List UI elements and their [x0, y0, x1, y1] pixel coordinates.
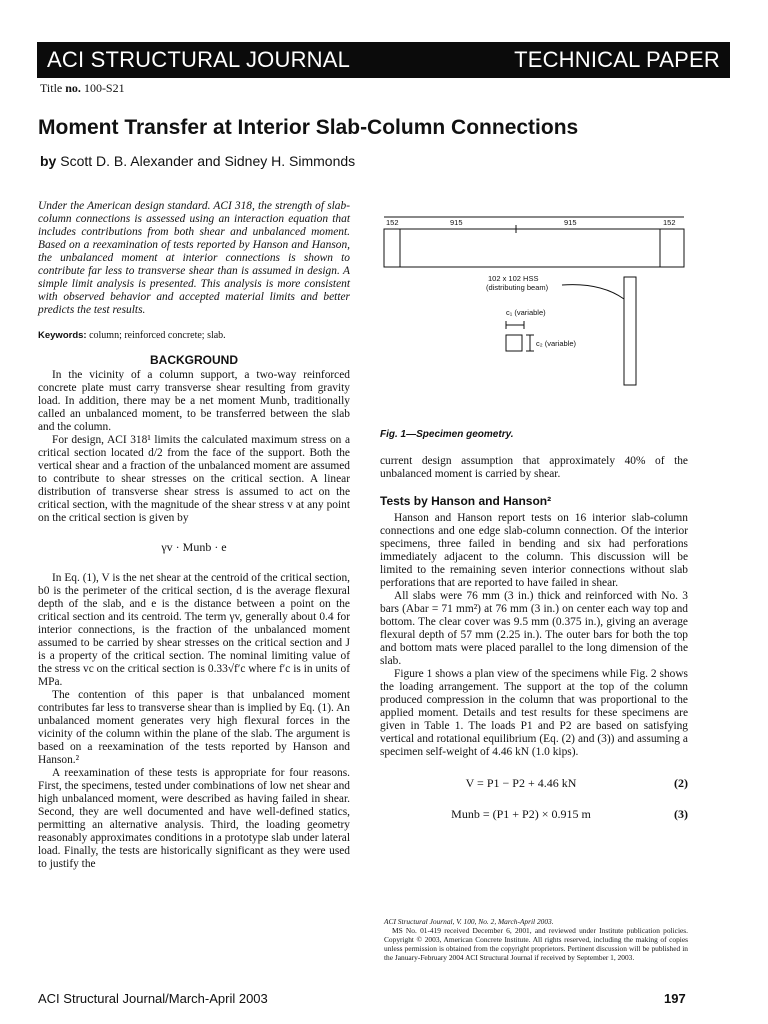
paper-type: TECHNICAL PAPER	[514, 47, 720, 72]
right-column	[380, 455, 688, 821]
right-p0: current design assumption that approximately 40% of the unbalanced moment is carried by shear.	[380, 455, 688, 480]
keywords-label: Keywords:	[38, 330, 87, 341]
authors: Scott D. B. Alexander and Sidney H. Simmonds	[60, 153, 356, 169]
c2-label: c₂ (variable)	[536, 339, 577, 348]
slab-outline	[384, 229, 684, 267]
hss-label-2: (distributing beam)	[486, 283, 549, 292]
page-number: 197	[664, 991, 686, 1006]
background-p4: The contention of this paper is that unbalanced moment contributes far less to transverse shear than is implied by Eq. (1). An unbalanced moment generates very high flexural forces in the vicinity of the column within the plane of the slab. The argument is based on a reexamination of the tests reported by Hanson and Hanson.²	[38, 689, 350, 766]
title-no-bold: no.	[65, 81, 81, 95]
equation-3	[380, 808, 688, 821]
keywords-text: column; reinforced concrete; slab.	[89, 330, 226, 341]
byline	[40, 153, 355, 169]
dim-915-left: 915	[450, 218, 463, 227]
background-p3: In Eq. (1), V is the net shear at the centroid of the critical section, b0 is the perimeter of the critical section, d is the average flexural depth of the slab, and e is the distance between a point on the critical section and its centroid. The term γv, generally about 0.4 for interior connections, is the fraction of the unbalanced moment assumed to be carried by shear stresses on the critical section and J is a property of the critical section. The nominal limiting value of the stress vc on the critical section is 0.33√f′c where f′c is in units of MPa.	[38, 572, 350, 688]
background-p5: A reexamination of these tests is appropriate for four reasons. First, the specimens, tested under combinations of low net shear and high unbalanced moment, were described as having failed in shear. Second, they are well documented and have well-defined statics, permitting an alternative analysis. Third, the loading geometry reasonably approximates conditions in a prototype slab under lateral load. Finally, the tests are historically significant as they were used to justify the	[38, 767, 350, 870]
title-no-value: 100-S21	[83, 81, 125, 95]
left-column	[38, 200, 350, 871]
hss-leader-arrow	[562, 285, 624, 299]
dim-915-right: 915	[564, 218, 577, 227]
abstract: Under the American design standard. ACI 318, the strength of slab-column connections is assessed using an interaction equation that includes contributions from both shear and unbalanced moment. Based on a reexamination of tests reported by Hanson and Hanson, the unbalanced moment at interior connections is shown to contribute far less to transverse shear than is assumed in design. A simple limit analysis is presented. This analysis is more consistent with observed behavior and accepted material limits and better predicts the test results.	[38, 200, 350, 316]
dim-152-right: 152	[663, 218, 676, 227]
hss-label-1: 102 x 102 HSS	[488, 274, 539, 283]
column-section	[506, 335, 522, 351]
footnote-line-2: MS No. 01-419 received December 6, 2001, and reviewed under Institute publication policies. Copyright © 2003, American Concrete Institute. All rights reserved, including the making of copies unless permission is obtained from the copyright proprietors. Pertinent discussion will be published in the January-February 2004 ACI Structural Journal if received by September 1, 2003.	[384, 926, 688, 962]
background-heading: BACKGROUND	[150, 353, 238, 367]
right-p3: Figure 1 shows a plan view of the specimens while Fig. 2 shows the loading arrangement. The support at the top of the column produced compression in the column that was proportional to the applied moment. Details and test results for these specimens are given in Table 1. The loads P1 and P2 are based on satisfying vertical and rotational equilibrium (Eq. (2) and (3)) and assuming a specimen self-weight of 4.46 kN (1.0 kips).	[380, 668, 688, 758]
byline-by: by	[40, 153, 57, 169]
keywords	[38, 329, 350, 342]
equation-2	[380, 777, 688, 790]
equation-2-number: (2)	[674, 776, 688, 790]
title-number	[40, 81, 125, 96]
figure-1	[380, 215, 688, 455]
equation-2-expression: V = P1 − P2 + 4.46 kN	[465, 776, 577, 790]
equation-3-number: (3)	[674, 807, 688, 821]
specimen-geometry-drawing	[380, 215, 688, 425]
tests-heading: Tests by Hanson and Hanson²	[380, 494, 552, 508]
right-p2: All slabs were 76 mm (3 in.) thick and reinforced with No. 3 bars (Abar = 71 mm²) at 76 mm (3 in.) on center each way top and bottom. The clear cover was 9.5 mm (0.375 in.), giving an average flexural depth of 57 mm (2.25 in.). The outer bars for both the top and bottom mats were placed parallel to the long dimension of the slab.	[380, 590, 688, 667]
footer-journal: ACI Structural Journal/March-April 2003	[38, 991, 268, 1006]
footnote	[384, 917, 688, 962]
equation-1: γv · Munb · e	[161, 540, 227, 554]
paper-title: Moment Transfer at Interior Slab-Column Connections	[38, 116, 579, 139]
hss-beam	[624, 277, 636, 385]
background-p1: In the vicinity of a column support, a two-way reinforced concrete plate must carry transverse shear resulting from gravity load. In addition, there may be a net moment Munb, traditionally called an unbalanced moment, to be transferred between the slab and the column.	[38, 369, 350, 433]
journal-banner	[37, 42, 730, 78]
equation-3-expression: Munb = (P1 + P2) × 0.915 m	[451, 807, 591, 821]
figure-caption: Fig. 1—Specimen geometry.	[380, 429, 514, 440]
c1-label: c₁ (variable)	[506, 308, 546, 317]
title-no-label: Title	[40, 81, 63, 95]
background-p2: For design, ACI 318¹ limits the calculated maximum stress on a critical section located d/2 from the face of the support. Both the vertical shear and a fraction of the unbalanced moment are assumed to contribute to shear stresses on the critical section. A linear distribution of transverse shear stress is assumed to act on the critical section, with the magnitude of the shear stress v at any point on the critical section is given by	[38, 434, 350, 524]
footnote-line-1: ACI Structural Journal, V. 100, No. 2, March-April 2003.	[384, 917, 554, 926]
journal-name: ACI STRUCTURAL JOURNAL	[47, 47, 351, 72]
right-p1: Hanson and Hanson report tests on 16 interior slab-column connections and one edge slab-column connection. Of the interior specimens, three failed in bending and six had perforations immediately adjacent to the column. This discussion will be limited to the remaining seven interior connections without slab perforations that are reported to have failed in shear.	[380, 512, 688, 589]
dim-152-left: 152	[386, 218, 399, 227]
